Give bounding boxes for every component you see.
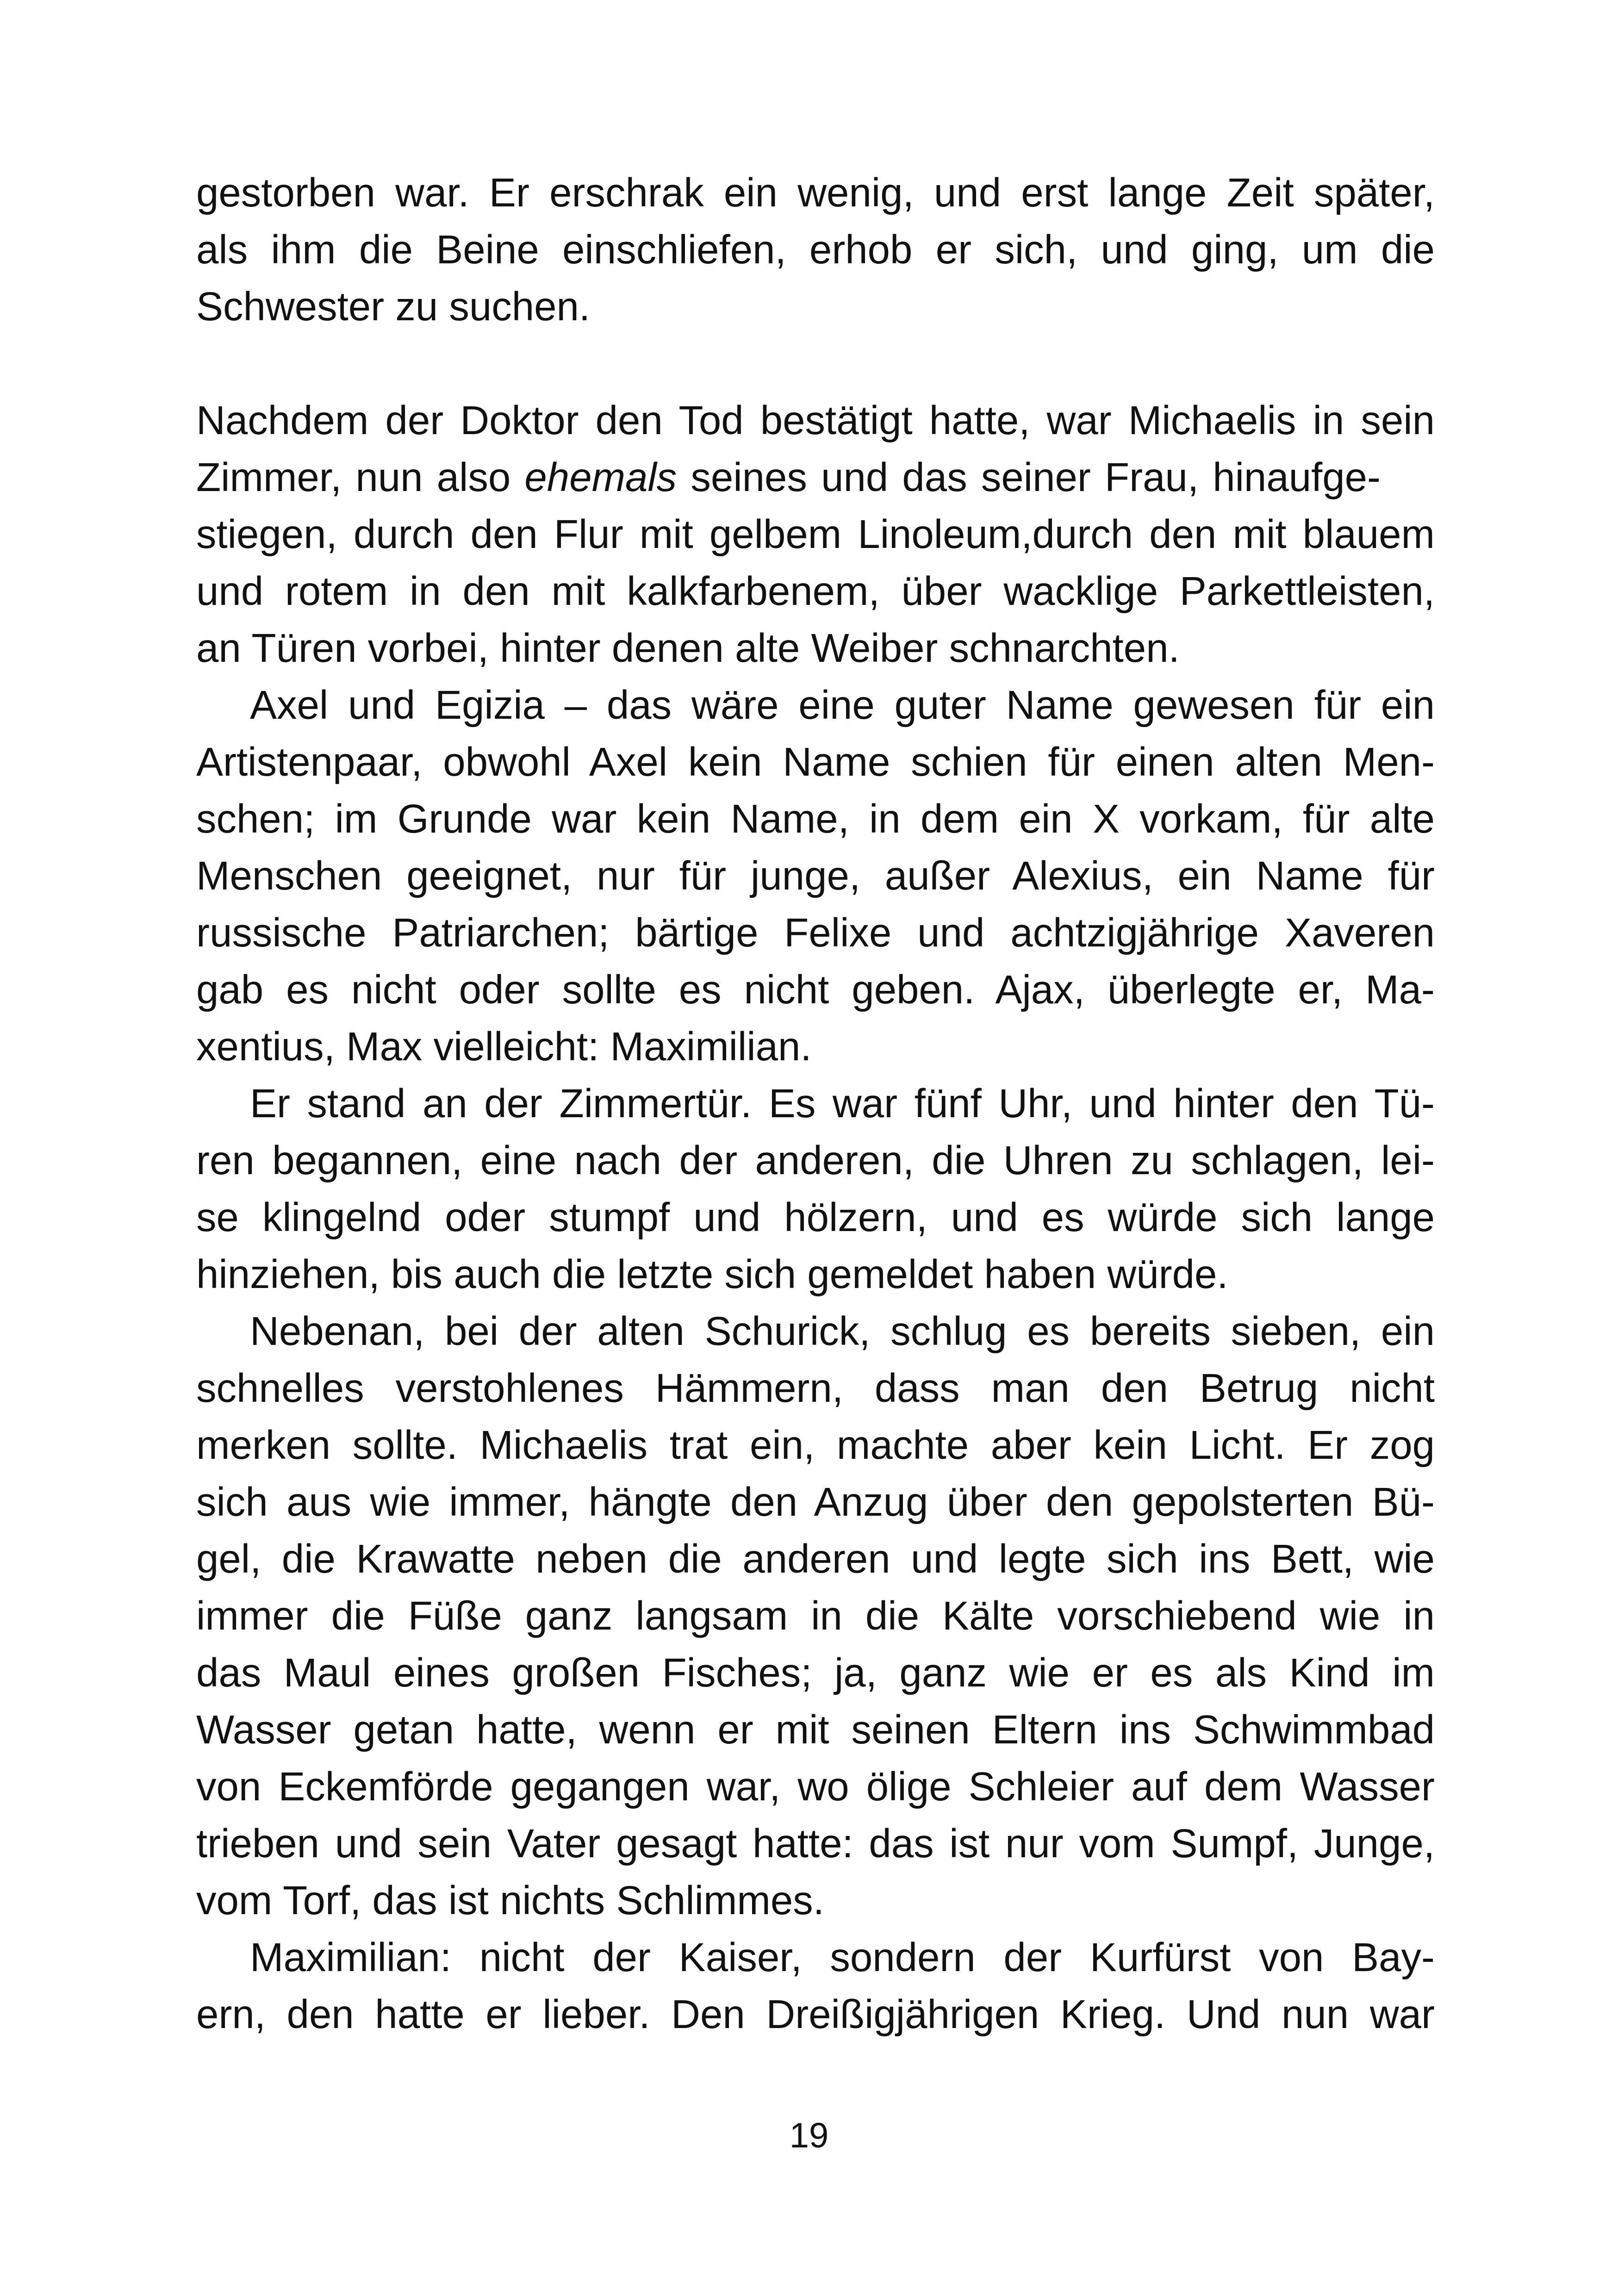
- text-line: hinziehen, bis auch die letzte sich gemeldet haben würde.: [196, 1252, 1228, 1297]
- text-line: Schwester zu suchen.: [196, 284, 591, 329]
- text-line: sich aus wie immer, hängte den Anzug über den gepolsterten Bü-: [196, 1480, 1435, 1524]
- text-line: ern, den hatte er lieber. Den Dreißigjährigen Krieg. Und nun war: [196, 1992, 1435, 2037]
- paragraph: [196, 1303, 1435, 1929]
- text-line: [196, 449, 1435, 506]
- text-line: Wasser getan hatte, wenn er mit seinen Eltern ins Schwimmbad: [196, 1707, 1435, 1752]
- text-line: Er stand an der Zimmertür. Es war fünf Uhr, und hinter den Tü-: [250, 1081, 1435, 1126]
- paragraph: [196, 1929, 1435, 2043]
- paragraph: [196, 677, 1435, 1075]
- text-line: an Türen vorbei, hinter denen alte Weiber schnarchten.: [196, 626, 1180, 671]
- text-line: schen; im Grunde war kein Name, in dem ein X vorkam, für alte: [196, 796, 1435, 841]
- text-line: gel, die Krawatte neben die anderen und legte sich ins Bett, wie: [196, 1537, 1435, 1581]
- paragraph-gap: [196, 335, 1435, 392]
- text-line: Nebenan, bei der alten Schurick, schlug es bereits sieben, ein: [250, 1309, 1435, 1354]
- text-line: russische Patriarchen; bärtige Felixe und achtzigjährige Xaveren: [196, 910, 1435, 955]
- text-line: und rotem in den mit kalkfarbenem, über wacklige Parkettleisten,: [196, 569, 1435, 614]
- text-line: merken sollte. Michaelis trat ein, machte aber kein Licht. Er zog: [196, 1423, 1435, 1468]
- text-run: seines und das seiner Frau, hinaufge-: [677, 455, 1381, 500]
- text-line: Nachdem der Doktor den Tod bestätigt hatte, war Michaelis in sein: [196, 398, 1435, 443]
- text-line: trieben und sein Vater gesagt hatte: das ist nur vom Sumpf, Junge,: [196, 1821, 1435, 1866]
- body-text: [196, 164, 1435, 2043]
- text-line: se klingelnd oder stumpf und hölzern, und es würde sich lange: [196, 1195, 1435, 1240]
- page-number: 19: [789, 2116, 829, 2155]
- text-line: Axel und Egizia – das wäre eine guter Name gewesen für ein: [250, 683, 1435, 728]
- paragraph: [196, 1075, 1435, 1303]
- text-line: als ihm die Beine einschliefen, erhob er sich, und ging, um die: [196, 227, 1435, 272]
- text-line: von Eckemförde gegangen war, wo ölige Schleier auf dem Wasser: [196, 1764, 1435, 1809]
- text-line: das Maul eines großen Fisches; ja, ganz wie er es als Kind im: [196, 1650, 1435, 1695]
- text-line: immer die Füße ganz langsam in die Kälte vorschiebend wie in: [196, 1593, 1435, 1638]
- text-line: stiegen, durch den Flur mit gelbem Linoleum,durch den mit blauem: [196, 512, 1435, 557]
- paragraph: [196, 392, 1435, 677]
- text-line: ren begannen, eine nach der anderen, die Uhren zu schlagen, lei-: [196, 1138, 1435, 1183]
- text-line: Maximilian: nicht der Kaiser, sondern der Kurfürst von Bay-: [250, 1935, 1435, 1980]
- text-line: gab es nicht oder sollte es nicht geben. Ajax, überlegte er, Ma-: [196, 967, 1435, 1012]
- text-line: vom Torf, das ist nichts Schlimmes.: [196, 1878, 824, 1923]
- text-line: xentius, Max vielleicht: Maximilian.: [196, 1024, 812, 1069]
- text-line: gestorben war. Er erschrak ein wenig, und erst lange Zeit später,: [196, 170, 1435, 215]
- text-run: Zimmer, nun also: [196, 455, 525, 500]
- text-line: Artistenpaar, obwohl Axel kein Name schien für einen alten Men-: [196, 740, 1435, 784]
- text-line: schnelles verstohlenes Hämmern, dass man den Betrug nicht: [196, 1366, 1435, 1411]
- text-line: Menschen geeignet, nur für junge, außer Alexius, ein Name für: [196, 853, 1435, 898]
- paragraph: [196, 164, 1435, 335]
- emphasized-word: ehemals: [524, 455, 677, 500]
